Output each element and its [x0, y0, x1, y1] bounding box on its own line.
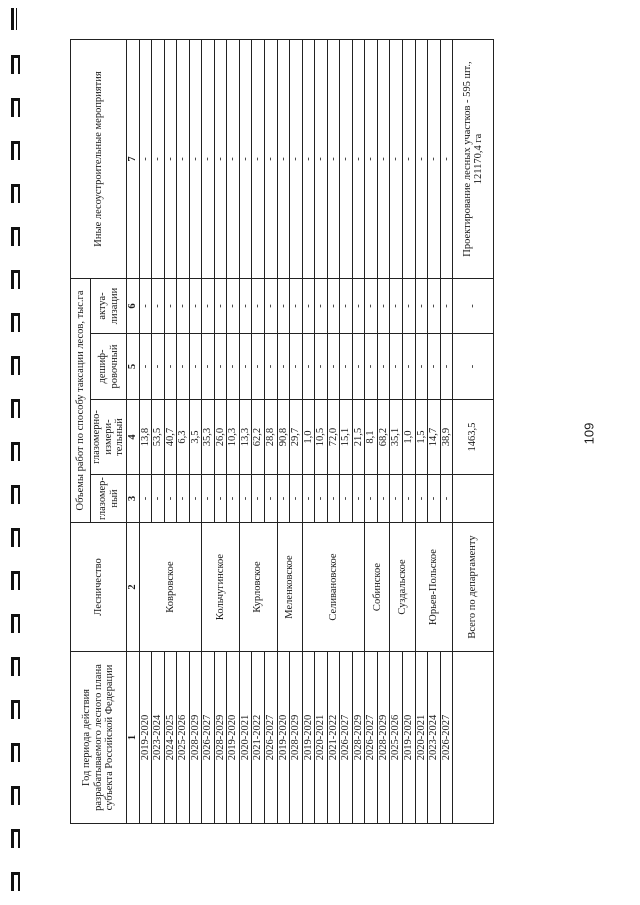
total-decode: - [453, 334, 494, 400]
year-cell: 2026-2027 [440, 652, 453, 824]
other-cell: - [277, 40, 290, 279]
other-cell: - [327, 40, 340, 279]
table-row [177, 40, 190, 824]
forestry-cell: Кольчугинское [202, 523, 240, 652]
page-number-text: 109 [581, 422, 597, 445]
eye-measure-cell: 26,0 [214, 400, 227, 475]
eye-cell: - [352, 475, 365, 523]
actual-cell: - [377, 279, 390, 334]
year-cell: 2023-2024 [152, 652, 165, 824]
forest-inventory-table [70, 39, 494, 824]
table-row [377, 40, 390, 824]
other-cell: - [265, 40, 278, 279]
binding-mark [11, 55, 20, 74]
table-row [302, 40, 315, 824]
decode-cell: - [277, 334, 290, 400]
table-row [239, 40, 252, 824]
eye-cell: - [164, 475, 177, 523]
eye-measure-cell: 68,2 [377, 400, 390, 475]
table-row [315, 40, 328, 824]
other-cell: - [365, 40, 378, 279]
binding-mark [11, 657, 20, 676]
eye-measure-cell: 90,8 [277, 400, 290, 475]
header-volume-group: Объемы работ по способу таксации лесов, тыс.га [71, 279, 91, 523]
header-eye-measure: глазомерно-измери-тельный [91, 400, 127, 475]
other-cell: - [202, 40, 215, 279]
binding-mark [11, 399, 20, 418]
binding-mark [11, 614, 20, 633]
year-cell: 2028-2029 [214, 652, 227, 824]
decode-cell: - [139, 334, 152, 400]
total-year-cell [453, 652, 494, 824]
decode-cell: - [177, 334, 190, 400]
decode-cell: - [189, 334, 202, 400]
year-cell: 2020-2021 [315, 652, 328, 824]
actual-cell: - [390, 279, 403, 334]
binding-mark [11, 313, 20, 332]
decode-cell: - [340, 334, 353, 400]
decode-cell: - [352, 334, 365, 400]
table-row [202, 40, 215, 824]
eye-cell: - [377, 475, 390, 523]
eye-cell: - [440, 475, 453, 523]
binding-mark [11, 528, 20, 547]
binding-mark [11, 829, 20, 848]
eye-cell: - [139, 475, 152, 523]
eye-measure-cell: 35,1 [390, 400, 403, 475]
eye-measure-cell: 35,3 [202, 400, 215, 475]
decode-cell: - [290, 334, 303, 400]
decode-cell: - [152, 334, 165, 400]
year-cell: 2026-2027 [340, 652, 353, 824]
decode-cell: - [315, 334, 328, 400]
other-cell: - [377, 40, 390, 279]
year-cell: 2020-2021 [239, 652, 252, 824]
year-cell: 2028-2029 [189, 652, 202, 824]
table-row [214, 40, 227, 824]
eye-cell: - [227, 475, 240, 523]
header-decode: дешиф-ровочный [91, 334, 127, 400]
table-row [340, 40, 353, 824]
decode-cell: - [327, 334, 340, 400]
year-cell: 2019-2020 [227, 652, 240, 824]
other-cell: - [164, 40, 177, 279]
total-other: Проектирование лесных участков - 595 шт., 121170,4 га [453, 40, 494, 279]
table-row [227, 40, 240, 824]
total-label: Всего по департаменту [453, 523, 494, 652]
decode-cell: - [440, 334, 453, 400]
table-row [440, 40, 453, 824]
forestry-cell: Юрьев-Польское [415, 523, 453, 652]
decode-cell: - [227, 334, 240, 400]
table-row [252, 40, 265, 824]
eye-cell: - [340, 475, 353, 523]
eye-measure-cell: 10,5 [315, 400, 328, 475]
actual-cell: - [365, 279, 378, 334]
binding-mark [11, 700, 20, 719]
table-row [152, 40, 165, 824]
other-cell: - [152, 40, 165, 279]
other-cell: - [177, 40, 190, 279]
other-cell: - [252, 40, 265, 279]
eye-measure-cell: 13,3 [239, 400, 252, 475]
table-row [428, 40, 441, 824]
binding-mark [11, 98, 20, 117]
binding-mark [11, 141, 20, 160]
year-cell: 2023-2024 [428, 652, 441, 824]
actual-cell: - [403, 279, 416, 334]
table-row [277, 40, 290, 824]
eye-measure-cell: 1,0 [403, 400, 416, 475]
forestry-cell: Селивановское [302, 523, 365, 652]
actual-cell: - [164, 279, 177, 334]
eye-cell: - [202, 475, 215, 523]
actual-cell: - [177, 279, 190, 334]
binding-mark [11, 571, 20, 590]
binding-mark [11, 743, 20, 762]
actual-cell: - [302, 279, 315, 334]
table-row [352, 40, 365, 824]
other-cell: - [139, 40, 152, 279]
year-cell: 2024-2025 [164, 652, 177, 824]
binding-marks [0, 0, 30, 905]
year-cell: 2019-2020 [302, 652, 315, 824]
eye-cell: - [365, 475, 378, 523]
other-cell: - [415, 40, 428, 279]
decode-cell: - [164, 334, 177, 400]
forestry-cell: Собинское [365, 523, 390, 652]
eye-measure-cell: 3,5 [189, 400, 202, 475]
decode-cell: - [365, 334, 378, 400]
total-row [453, 40, 494, 824]
eye-measure-cell: 14,7 [428, 400, 441, 475]
year-cell: 2025-2026 [390, 652, 403, 824]
eye-cell: - [415, 475, 428, 523]
actual-cell: - [252, 279, 265, 334]
decode-cell: - [214, 334, 227, 400]
year-cell: 2026-2027 [202, 652, 215, 824]
decode-cell: - [252, 334, 265, 400]
table-row [189, 40, 202, 824]
eye-measure-cell: 62,2 [252, 400, 265, 475]
actual-cell: - [265, 279, 278, 334]
eye-cell: - [252, 475, 265, 523]
column-number: 4 [127, 400, 140, 475]
forestry-cell: Ковровское [139, 523, 202, 652]
eye-measure-cell: 10,3 [227, 400, 240, 475]
column-number: 5 [127, 334, 140, 400]
binding-mark [11, 786, 20, 805]
other-cell: - [214, 40, 227, 279]
year-cell: 2021-2022 [252, 652, 265, 824]
actual-cell: - [277, 279, 290, 334]
binding-mark [11, 227, 20, 246]
table-row [415, 40, 428, 824]
decode-cell: - [415, 334, 428, 400]
other-cell: - [440, 40, 453, 279]
binding-mark [11, 184, 20, 203]
decode-cell: - [302, 334, 315, 400]
year-cell: 2019-2020 [277, 652, 290, 824]
table-row [290, 40, 303, 824]
table-row [265, 40, 278, 824]
eye-measure-cell: 72,0 [327, 400, 340, 475]
other-cell: - [315, 40, 328, 279]
table-row [164, 40, 177, 824]
year-cell: 2028-2029 [377, 652, 390, 824]
decode-cell: - [428, 334, 441, 400]
eye-cell: - [302, 475, 315, 523]
decode-cell: - [403, 334, 416, 400]
actual-cell: - [239, 279, 252, 334]
eye-measure-cell: 1,5 [415, 400, 428, 475]
eye-measure-cell: 15,1 [340, 400, 353, 475]
year-cell: 2028-2029 [352, 652, 365, 824]
header-eye: глазомер-ный [91, 475, 127, 523]
year-cell: 2028-2029 [290, 652, 303, 824]
header-forestry: Лесничество [71, 523, 127, 652]
year-cell: 2019-2020 [139, 652, 152, 824]
column-number-row [127, 40, 140, 824]
actual-cell: - [428, 279, 441, 334]
column-number: 3 [127, 475, 140, 523]
binding-mark [11, 356, 20, 375]
rotated-table-area [70, 40, 485, 824]
eye-cell: - [403, 475, 416, 523]
forestry-cell: Суздальское [390, 523, 415, 652]
other-cell: - [390, 40, 403, 279]
other-cell: - [290, 40, 303, 279]
eye-measure-cell: 1,0 [302, 400, 315, 475]
eye-measure-cell: 21,5 [352, 400, 365, 475]
actual-cell: - [327, 279, 340, 334]
total-eye [453, 475, 494, 523]
actual-cell: - [214, 279, 227, 334]
table-row [403, 40, 416, 824]
eye-cell: - [265, 475, 278, 523]
decode-cell: - [265, 334, 278, 400]
actual-cell: - [290, 279, 303, 334]
eye-cell: - [189, 475, 202, 523]
eye-measure-cell: 53,5 [152, 400, 165, 475]
eye-measure-cell: 6,3 [177, 400, 190, 475]
decode-cell: - [202, 334, 215, 400]
actual-cell: - [415, 279, 428, 334]
forestry-cell: Меленковское [277, 523, 302, 652]
year-cell: 2026-2027 [365, 652, 378, 824]
eye-cell: - [315, 475, 328, 523]
eye-cell: - [239, 475, 252, 523]
eye-cell: - [277, 475, 290, 523]
eye-cell: - [390, 475, 403, 523]
eye-measure-cell: 29,7 [290, 400, 303, 475]
binding-mark [11, 872, 20, 891]
binding-mark [11, 270, 20, 289]
actual-cell: - [340, 279, 353, 334]
eye-measure-cell: 40,7 [164, 400, 177, 475]
binding-mark [11, 8, 17, 30]
eye-measure-cell: 8,1 [365, 400, 378, 475]
table-row [327, 40, 340, 824]
page-number [581, 416, 597, 452]
eye-cell: - [290, 475, 303, 523]
actual-cell: - [227, 279, 240, 334]
actual-cell: - [152, 279, 165, 334]
actual-cell: - [202, 279, 215, 334]
decode-cell: - [377, 334, 390, 400]
rotated-table [70, 40, 485, 824]
other-cell: - [302, 40, 315, 279]
total-eye-measure: 1463,5 [453, 400, 494, 475]
year-cell: 2021-2022 [327, 652, 340, 824]
year-cell: 2020-2021 [415, 652, 428, 824]
eye-measure-cell: 38,9 [440, 400, 453, 475]
actual-cell: - [189, 279, 202, 334]
other-cell: - [403, 40, 416, 279]
eye-cell: - [428, 475, 441, 523]
actual-cell: - [139, 279, 152, 334]
eye-cell: - [152, 475, 165, 523]
header-actual: актуа-лизации [91, 279, 127, 334]
year-cell: 2025-2026 [177, 652, 190, 824]
table-row [390, 40, 403, 824]
column-number: 7 [127, 40, 140, 279]
eye-measure-cell: 28,8 [265, 400, 278, 475]
binding-mark [11, 485, 20, 504]
table-total [453, 40, 494, 824]
other-cell: - [227, 40, 240, 279]
other-cell: - [239, 40, 252, 279]
actual-cell: - [352, 279, 365, 334]
column-number: 6 [127, 279, 140, 334]
eye-measure-cell: 13,8 [139, 400, 152, 475]
total-actual: - [453, 279, 494, 334]
eye-cell: - [177, 475, 190, 523]
year-cell: 2019-2020 [403, 652, 416, 824]
table-body [139, 40, 453, 824]
decode-cell: - [239, 334, 252, 400]
actual-cell: - [315, 279, 328, 334]
year-cell: 2026-2027 [265, 652, 278, 824]
column-number: 1 [127, 652, 140, 824]
table-row [139, 40, 152, 824]
decode-cell: - [390, 334, 403, 400]
eye-cell: - [327, 475, 340, 523]
table-row [365, 40, 378, 824]
actual-cell: - [440, 279, 453, 334]
forestry-cell: Курловское [239, 523, 277, 652]
other-cell: - [428, 40, 441, 279]
other-cell: - [352, 40, 365, 279]
column-number: 2 [127, 523, 140, 652]
eye-cell: - [214, 475, 227, 523]
header-other-activities: Иные лесоустроительные мероприятия [71, 40, 127, 279]
binding-mark [11, 442, 20, 461]
header-year-period: Год периода действия разрабатываемого лесного плана субъекта Российской Федерации [71, 652, 127, 824]
other-cell: - [189, 40, 202, 279]
other-cell: - [340, 40, 353, 279]
